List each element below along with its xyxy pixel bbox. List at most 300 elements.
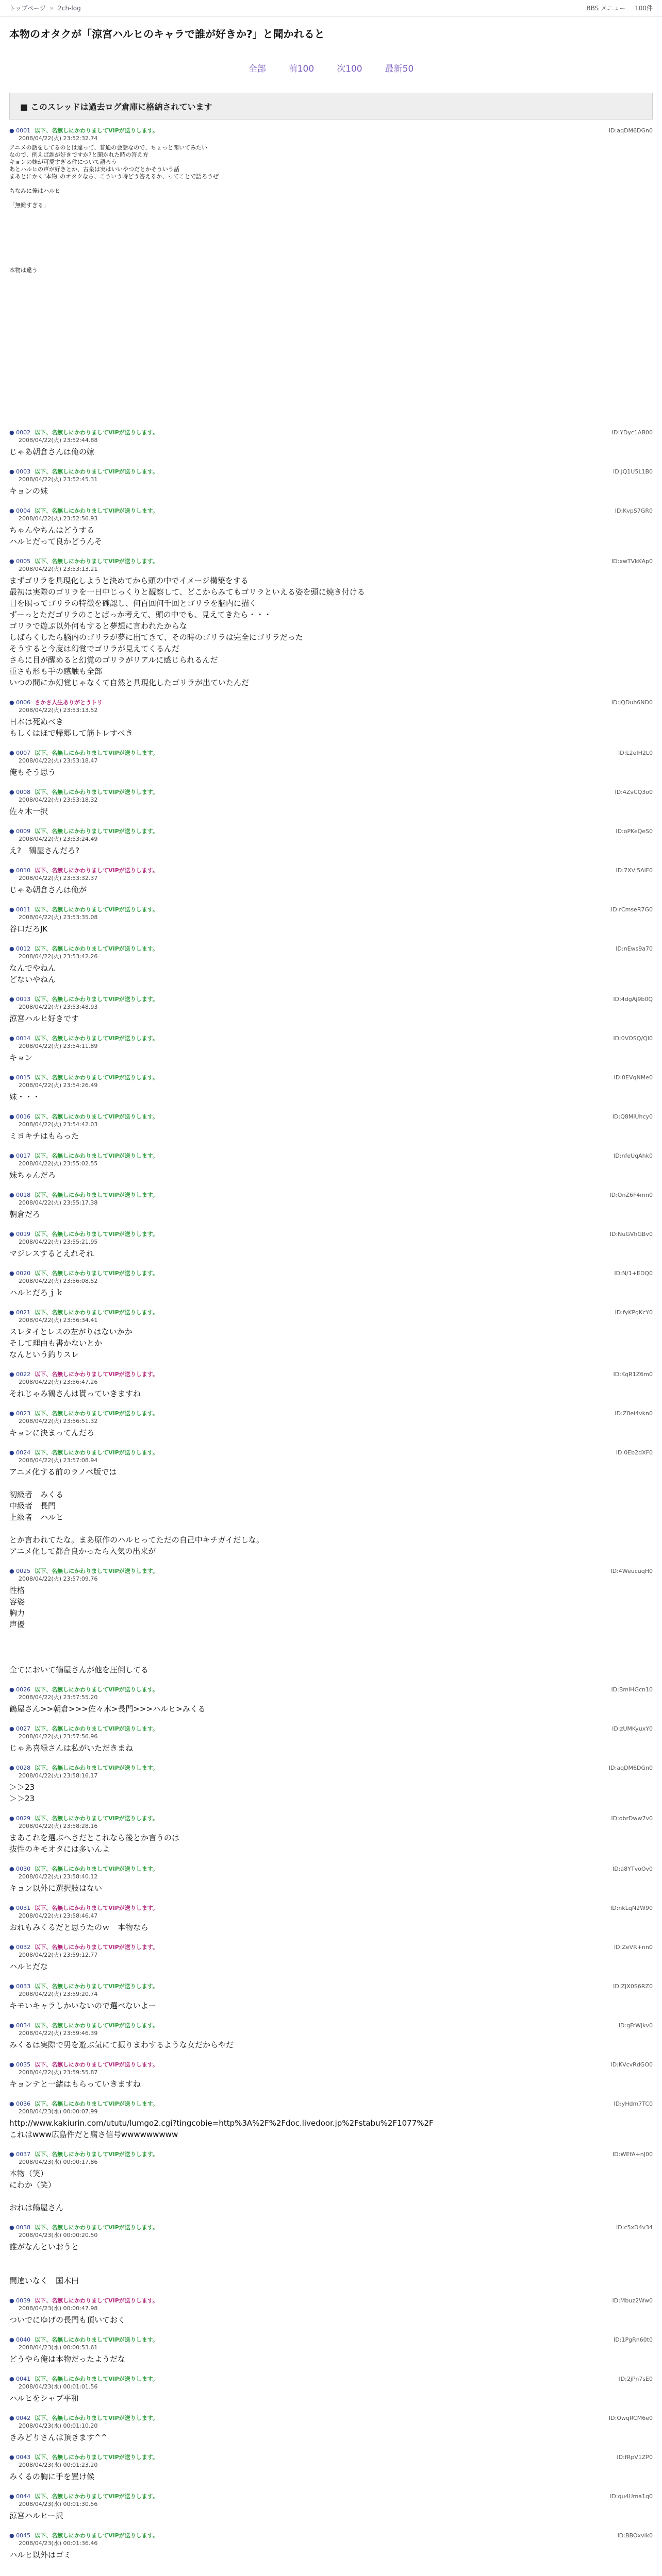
post-header [9,2224,653,2231]
post-body: どうやら俺は本物だったようだな [9,2354,126,2364]
post [9,1943,653,1972]
post-body: 涼宮ハルヒ好きです [9,1014,79,1023]
post-body: じゃあ喜緑さんは私がいただきまね [9,1743,134,1753]
post-author-name: 以下、名無しにかわりましてVIPが送りします。 [35,1074,158,1081]
post-author-name: 以下、名無しにかわりましてVIPが送りします。 [35,468,158,475]
post [9,429,653,457]
post-body: おれもみくるだと思うたのｗ 本物なら [9,1923,149,1932]
post-user-id[interactable]: ID:fRpV1ZP0 [617,2454,653,2461]
post [9,557,653,688]
post-header [9,1904,653,1912]
post-number[interactable]: ● 0007 [9,750,31,756]
post-user-id[interactable]: ID:1PgRn60t0 [614,2336,653,2343]
post-user-id[interactable]: ID:2jPn7sE0 [619,2376,653,2382]
post-header [9,468,653,476]
post-date: 2008/04/22(火) 23:58:28.16 [19,1823,98,1829]
post-user-id[interactable]: ID:nEws9a70 [616,945,653,952]
post-user-id[interactable]: ID:ZJX0S6RZ0 [613,1983,653,1990]
post [9,1725,653,1754]
post-number[interactable]: ● 0041 [9,2376,31,2382]
post-header [9,1982,653,1990]
post [9,2022,653,2050]
post-body[interactable]: http://www.kakiurin.com/ututu/lumgo2.cgi?tingcobie=http%3A%2F%2Fdoc.livedoor.jp%2Fstabu%2F1077%2F これはwww広島件だと腐さ信号wwwwwwwww [9,2119,434,2139]
post-user-id[interactable]: ID:7XVj5AlF0 [616,867,653,874]
post-number[interactable]: ● 0045 [9,2532,31,2539]
post [9,127,653,274]
post-author-name: 以下、名無しにかわりましてVIPが送りします。 [35,2336,158,2343]
post-date: 2008/04/22(火) 23:53:13.52 [19,707,98,714]
post-author-name: 以下、名無しにかわりましてVIPが送りします。 [35,2022,158,2029]
post-header [9,1191,653,1199]
post-date: 2008/04/23(水) 00:00:20.50 [19,2232,98,2239]
post-body: 本物（笑） にわか（笑） おれは鶴屋さん [9,2169,64,2212]
post-header [9,2150,653,2158]
post-date: 2008/04/22(火) 23:56:08.52 [19,1278,98,1284]
post-date: 2008/04/22(火) 23:52:44.88 [19,437,98,444]
post-header [9,995,653,1003]
post [9,906,653,935]
post-author-name: 以下、名無しにかわりましてVIPが送りします。 [35,2151,158,2158]
post-body: 佐々木一択 [9,807,48,816]
post-author-name: 以下、名無しにかわりましてVIPが送りします。 [35,1270,158,1277]
post-header [9,1865,653,1873]
post-number[interactable]: ● 0003 [9,468,31,475]
post-header [9,1567,653,1575]
post-body: 涼宮ハルヒー択 [9,2511,63,2520]
post [9,1567,653,1675]
post-date: 2008/04/22(火) 23:54:26.49 [19,1082,98,1089]
post-author-name: 以下、名無しにかわりましてVIPが送りします。 [35,789,158,795]
post-author-name: 以下、名無しにかわりましてVIPが送りします。 [35,558,158,565]
post-body: それじゃみ鶴さんは貰っていきますね [9,1389,141,1398]
post-date: 2008/04/22(火) 23:56:34.41 [19,1317,98,1324]
post-user-id[interactable]: ID:0VOSQ/QI0 [613,1035,653,1042]
post-user-id[interactable]: ID:BmlHGcn10 [611,1686,653,1693]
post-body: キョンテと一緒はもらっていきますね [9,2079,141,2089]
post-user-id[interactable]: ID:0Eb2dXF0 [616,1449,653,1456]
post-user-id[interactable]: ID:a8YTvoOv0 [612,1866,653,1872]
post-date: 2008/04/22(火) 23:52:56.93 [19,515,98,522]
post-body: 谷口だろJK [9,924,48,934]
post-body: キョンに決まってんだろ [9,1428,95,1437]
post-header [9,2493,653,2500]
post-number[interactable]: ● 0022 [9,1371,31,1378]
top-bar-links [586,4,653,12]
post [9,2414,653,2443]
post-body: まずゴリラを具現化しようと決めてから頭の中でイメージ構築をする 最初は実際のゴリラを一日中じっくりと観察して、どこからみてもゴリラといえる姿を頭に焼き付ける 目を瞑ってゴリラの特徴を確認し、何百回何千回とゴリラを脳内に描く ずーっとただゴリラのことばっか考えて、頭の中でも、見えてきたら・・・ ゴリラで遊ぶ以外何もすると夢想に言われたからな しばらくしたら脳内のゴリラが夢に出てきて、その時のゴリラは完全にゴリラだった そうすると今度は幻覚でゴリラが見えてくるんだ さらに目が醒めると幻覚のゴリラがリアルに感じられるんだ 重さも形も手の感触も全部 いつの間にか幻覚じゃなくて自然と具現化したゴリラが出ていたんだ [9,576,365,687]
post-header [9,699,653,706]
post-header [9,2414,653,2422]
post-author-name: 以下、名無しにかわりましてVIPが送りします。 [35,429,158,436]
post [9,1309,653,1360]
post-date: 2008/04/22(火) 23:57:55.20 [19,1694,98,1701]
post-number[interactable]: ● 0004 [9,507,31,514]
post-header [9,906,653,913]
post-body: ハルヒをシャブ平和 [9,2394,79,2403]
post-author-name: 以下、名無しにかわりましてVIPが送りします。 [35,1113,158,1120]
post-header [9,2100,653,2108]
post-body: 俺もそう思う [9,768,56,777]
post-user-id[interactable]: ID:qu4Uma1q0 [610,2493,653,2500]
post-author-name: 以下、名無しにかわりましてVIPが送りします。 [35,867,158,874]
post-number[interactable]: ● 0025 [9,1568,31,1574]
post-user-id[interactable]: ID:ZeVR+nn0 [614,1944,653,1951]
post-author-name: 以下、名無しにかわりましてVIPが送りします。 [35,906,158,913]
post-body: マジレスするとえれそれ [9,1249,94,1258]
post-header [9,1943,653,1951]
post-author-name: 以下、名無しにかわりましてVIPが送りします。 [35,2297,158,2304]
post [9,2150,653,2213]
post-header [9,2336,653,2344]
post-number[interactable]: ● 0006 [9,699,31,706]
post-body: ちゃんやちんはどうする ハルヒだって良かどうんそ [9,526,103,546]
post-user-id[interactable]: ID:KqR1Z6m0 [613,1371,653,1378]
post-author-name: 以下、名無しにかわりましてVIPが送りします。 [35,996,158,1003]
post-body: 日本は死ぬべき もしくはほで帰郷して筋トレすべき [9,717,133,738]
post-header [9,429,653,436]
post [9,2453,653,2482]
post [9,867,653,895]
post-user-id[interactable]: ID:0EVqNMe0 [614,1074,653,1081]
post [9,2224,653,2286]
post-number[interactable]: ● 0021 [9,1309,31,1316]
post-number[interactable]: ● 0013 [9,996,31,1003]
post-user-id[interactable]: ID:OnZ6F4mn0 [609,1192,653,1198]
post-number[interactable]: ● 0043 [9,2454,31,2461]
post-date: 2008/04/22(火) 23:55:02.55 [19,1160,98,1167]
post-number[interactable]: ● 0016 [9,1113,31,1120]
post-number[interactable]: ● 0030 [9,1866,31,1872]
post-author-name: 以下、名無しにかわりましてVIPが送りします。 [35,2061,158,2068]
archive-notice: ■ このスレッドは過去ログ倉庫に格納されています [9,93,653,120]
post-author-name: 以下、名無しにかわりましてVIPが送りします。 [35,945,158,952]
paging-next100-link[interactable]: 次100 [337,64,362,74]
breadcrumb-separator: » [49,4,54,12]
post-body: 誰がなんといおうと 間違いなく 国木田 [9,2242,79,2285]
post [9,2336,653,2365]
post-user-id[interactable]: ID:OwqRCM6e0 [608,2415,653,2421]
post-user-id[interactable]: ID:Q8MiUhcy0 [612,1113,653,1120]
post-user-id[interactable]: ID:yHdm7TC0 [614,2100,653,2107]
post-date: 2008/04/22(火) 23:57:09.76 [19,1575,98,1582]
post-number[interactable]: ● 0028 [9,1765,31,1771]
post-header [9,749,653,757]
post-user-id[interactable]: ID:oPKeQeS0 [616,828,653,835]
post-header [9,1410,653,1417]
post-date: 2008/04/22(火) 23:56:47.26 [19,1379,98,1385]
post-number[interactable]: ● 0001 [9,127,31,134]
post-body: ミヨキチはもらった [9,1131,79,1141]
post-user-id[interactable]: ID:4dgAj9b0Q [613,996,653,1003]
post-date: 2008/04/23(水) 00:01:23.20 [19,2462,98,2468]
post [9,2493,653,2521]
post-author-name: 以下、名無しにかわりましてVIPが送りします。 [35,1192,158,1198]
count-link[interactable]: 100件 [635,5,653,12]
post-body: ＞＞23 ＞＞23 [9,1783,35,1803]
post-author-name: さかさ人生ありがとうトリ [35,699,103,706]
post-body: 妹ちゃんだろ [9,1171,56,1180]
post-date: 2008/04/22(火) 23:55:17.38 [19,1199,98,1206]
post-header [9,788,653,796]
post-author-name: 以下、名無しにかわりましてVIPが送りします。 [35,1686,158,1693]
post-body: 妹・・・ [9,1092,41,1101]
post-body: まあこれを選ぶへさだとこれなら後とか言うのは 抜性のキモオタには多いんよ [9,1833,180,1854]
post-number[interactable]: ● 0024 [9,1449,31,1456]
post [9,945,653,985]
post-number[interactable]: ● 0027 [9,1725,31,1732]
post-number[interactable]: ● 0005 [9,558,31,565]
post-user-id[interactable]: ID:BBOxvlk0 [617,2532,653,2539]
post [9,2100,653,2140]
post-header [9,1269,653,1277]
paging-prev100-link[interactable]: 前100 [288,64,315,74]
post [9,699,653,739]
post-body: キョンの妹 [9,486,48,496]
post-user-id[interactable]: ID:nkLqN2W90 [610,1905,653,1911]
post-date: 2008/04/22(火) 23:59:46.39 [19,2030,98,2037]
bbs-menu-link[interactable]: BBS メニュー [586,5,626,12]
paging-all-link[interactable]: 全部 [248,64,266,74]
post [9,1113,653,1142]
post-user-id[interactable]: ID:N/1+EDQ0 [614,1270,653,1277]
post-date: 2008/04/22(火) 23:58:46.47 [19,1912,98,1919]
post-author-name: 以下、名無しにかわりましてVIPが送りします。 [35,1153,158,1159]
post [9,1035,653,1063]
post-user-id[interactable]: ID:KVcvRdGO0 [610,2061,653,2068]
post-header [9,2532,653,2539]
post-number[interactable]: ● 0044 [9,2493,31,2500]
post-user-id[interactable]: ID:aqDM6DGn0 [608,127,653,134]
post-user-id[interactable]: ID:zUMKyuxY0 [612,1725,653,1732]
post-date: 2008/04/22(火) 23:54:11.89 [19,1043,98,1049]
post-date: 2008/04/22(火) 23:53:48.93 [19,1004,98,1010]
post-number[interactable]: ● 0010 [9,867,31,874]
post-number[interactable]: ● 0034 [9,2022,31,2029]
post-number[interactable]: ● 0032 [9,1944,31,1951]
post-number[interactable]: ● 0017 [9,1153,31,1159]
post-user-id[interactable]: ID:JQ1U5L1B0 [613,468,653,475]
post-date: 2008/04/22(火) 23:55:21.95 [19,1239,98,1245]
post-header [9,2453,653,2461]
post-number[interactable]: ● 0014 [9,1035,31,1042]
post [9,1982,653,2011]
thread-title: 本物のオタクが「涼宮ハルヒのキャラで誰が好きか?」と聞かれると [9,28,325,40]
post-number[interactable]: ● 0018 [9,1192,31,1198]
post-header [9,1230,653,1238]
post-date: 2008/04/23(水) 00:00:53.61 [19,2344,98,2351]
post-author-name: 以下、名無しにかわりましてVIPが送りします。 [35,828,158,835]
post-author-name: 以下、名無しにかわりましてVIPが送りします。 [35,1866,158,1872]
post [9,1269,653,1298]
post [9,1764,653,1804]
post-date: 2008/04/23(水) 00:01:10.20 [19,2422,98,2429]
post-author-name: 以下、名無しにかわりましてVIPが送りします。 [35,1231,158,1238]
post-header [9,1686,653,1693]
post-date: 2008/04/23(水) 00:00:07.99 [19,2108,98,2115]
post-author-name: 以下、名無しにかわりましてVIPが送りします。 [35,1449,158,1456]
post-date: 2008/04/22(火) 23:52:32.74 [19,135,98,142]
post-user-id[interactable]: ID:c5xD4v34 [616,2224,653,2231]
post-header [9,507,653,515]
post-date: 2008/04/23(水) 00:01:30.56 [19,2501,98,2507]
post-date: 2008/04/22(火) 23:53:32.37 [19,875,98,882]
breadcrumb-board[interactable]: 2ch-log [58,4,81,12]
post-date: 2008/04/22(火) 23:59:20.74 [19,1991,98,1997]
post-number[interactable]: ● 0038 [9,2224,31,2231]
post [9,1152,653,1181]
post-header [9,867,653,874]
post-number[interactable]: ● 0008 [9,789,31,795]
post-user-id[interactable]: ID:WEfA+nJ00 [612,2151,653,2158]
post-body: 性格 容姿 胸力 声優 全てにおいて鶴屋さんが他を圧倒してる [9,1586,149,1674]
post-body: みくるは実際で男を遊ぶ気にて振りまわするような女だからやだ [9,2040,234,2049]
post [9,1686,653,1715]
post-user-id[interactable]: ID:rCmseR7G0 [610,906,653,913]
post-number[interactable]: ● 0015 [9,1074,31,1081]
post-user-id[interactable]: ID:4WeucuqH0 [610,1568,653,1574]
post-body: 鶴屋さん>>朝倉>>>佐々木>長門>>>ハルヒ>みくる [9,1704,206,1714]
post-header [9,1764,653,1772]
post-date: 2008/04/22(火) 23:52:45.31 [19,476,98,483]
post-number[interactable]: ● 0033 [9,1983,31,1990]
post-author-name: 以下、名無しにかわりましてVIPが送りします。 [35,2224,158,2231]
post [9,788,653,817]
post-date: 2008/04/22(火) 23:58:40.12 [19,1873,98,1880]
post-user-id[interactable]: ID:NuGVhGBv0 [609,1231,653,1238]
post-number[interactable]: ● 0036 [9,2100,31,2107]
post-number[interactable]: ● 0009 [9,828,31,835]
post-number[interactable]: ● 0035 [9,2061,31,2068]
post [9,2375,653,2404]
post-number[interactable]: ● 0012 [9,945,31,952]
post [9,1230,653,1259]
paging-nav [0,46,662,93]
post-date: 2008/04/22(火) 23:53:13.21 [19,566,98,572]
post-header [9,557,653,565]
paging-latest50-link[interactable]: 最新50 [385,64,414,74]
post-author-name: 以下、名無しにかわりましてVIPが送りします。 [35,507,158,514]
post-user-id[interactable]: ID:Mbuz2Ww0 [612,2297,653,2304]
post-date: 2008/04/22(火) 23:53:18.47 [19,757,98,764]
post-header [9,1113,653,1121]
post-user-id[interactable]: ID:fyKPgKcY0 [615,1309,653,1316]
post [9,2061,653,2090]
post-number[interactable]: ● 0037 [9,2151,31,2158]
post-body: じゃあ朝倉さんは俺の嫁 [9,447,95,456]
post-author-name: 以下、名無しにかわりましてVIPが送りします。 [35,1035,158,1042]
post-header [9,2061,653,2069]
post-user-id[interactable]: ID:Z8ei4vkn0 [615,1410,653,1417]
post-header [9,1309,653,1316]
post-number[interactable]: ● 0026 [9,1686,31,1693]
post-number[interactable]: ● 0002 [9,429,31,436]
post-date: 2008/04/22(火) 23:53:35.08 [19,914,98,921]
post-user-id[interactable]: ID:jQDuh6ND0 [611,699,653,706]
post-number[interactable]: ● 0020 [9,1270,31,1277]
post-header [9,1725,653,1733]
post-header [9,1449,653,1456]
post-date: 2008/04/22(火) 23:56:51.32 [19,1418,98,1425]
post-date: 2008/04/22(火) 23:57:08.94 [19,1457,98,1464]
post-user-id[interactable]: ID:L2eIH2L0 [618,750,653,756]
post-author-name: 以下、名無しにかわりましてVIPが送りします。 [35,1905,158,1911]
post [9,507,653,547]
post-user-id[interactable]: ID:xwTVkKAp0 [611,558,653,565]
post-header [9,1815,653,1822]
post-date: 2008/04/22(火) 23:53:18.32 [19,796,98,803]
post-header [9,1370,653,1378]
post-date: 2008/04/22(火) 23:53:24.49 [19,836,98,842]
post-body: スレタイとレスの左がりはないかか そして理由も書かないとか なんという釣りスレ [9,1327,133,1359]
post-number[interactable]: ● 0042 [9,2415,31,2421]
post-number[interactable]: ● 0040 [9,2336,31,2343]
post-author-name: 以下、名無しにかわりましてVIPが送りします。 [35,1371,158,1378]
post-author-name: 以下、名無しにかわりましてVIPが送りします。 [35,1815,158,1822]
post-body: なんでやねん どないやねん [9,963,56,984]
post-user-id[interactable]: ID:KvpS7GR0 [615,507,653,514]
post-author-name: 以下、名無しにかわりましてVIPが送りします。 [35,1944,158,1951]
post-author-name: 以下、名無しにかわりましてVIPが送りします。 [35,2532,158,2539]
breadcrumb-top[interactable]: トップページ [9,5,46,12]
post-author-name: 以下、名無しにかわりましてVIPが送りします。 [35,1568,158,1574]
post-header [9,1152,653,1160]
post-body: ハルヒ以外はゴミ [9,2550,72,2560]
post [9,1410,653,1438]
post [9,2297,653,2326]
post-number[interactable]: ● 0011 [9,906,31,913]
post-body: ハルヒだろｊｋ [9,1288,64,1297]
post-user-id[interactable]: ID:gFrWjkv0 [618,2022,653,2029]
post-author-name: 以下、名無しにかわりましてVIPが送りします。 [35,1725,158,1732]
post-user-id[interactable]: ID:obrDww7v0 [611,1815,653,1822]
post-author-name: 以下、名無しにかわりましてVIPが送りします。 [35,2415,158,2421]
post [9,1370,653,1399]
post [9,749,653,778]
post-date: 2008/04/23(水) 00:01:36.46 [19,2540,98,2547]
post-header [9,945,653,953]
post-number[interactable]: ● 0031 [9,1905,31,1911]
post-header [9,2297,653,2304]
post [9,827,653,856]
post-author-name: 以下、名無しにかわりましてVIPが送りします。 [35,1309,158,1316]
post-author-name: 以下、名無しにかわりましてVIPが送りします。 [35,1410,158,1417]
post [9,1074,653,1103]
post-number[interactable]: ● 0023 [9,1410,31,1417]
post-date: 2008/04/22(火) 23:58:16.17 [19,1772,98,1779]
post-header [9,827,653,835]
post-author-name: 以下、名無しにかわりましてVIPが送りします。 [35,2376,158,2382]
post [9,2532,653,2576]
post [9,995,653,1024]
post-header [9,1035,653,1042]
post-date: 2008/04/22(火) 23:59:12.77 [19,1952,98,1958]
post-number[interactable]: ● 0029 [9,1815,31,1822]
post-number[interactable]: ● 0019 [9,1231,31,1238]
post-date: 2008/04/22(火) 23:57:56.96 [19,1733,98,1740]
top-bar [0,0,662,16]
post-date: 2008/04/22(火) 23:53:42.26 [19,953,98,960]
post-user-id[interactable]: ID:nfeUqAhk0 [614,1153,653,1159]
post-date: 2008/04/23(水) 00:01:01.56 [19,2383,98,2390]
post-number[interactable]: ● 0039 [9,2297,31,2304]
post-header [9,2022,653,2029]
post-user-id[interactable]: ID:4ZvCQ3o0 [615,789,653,795]
post-user-id[interactable]: ID:aqDM6DGn0 [608,1765,653,1771]
post-date: 2008/04/23(水) 00:00:17.86 [19,2159,98,2165]
post-user-id[interactable]: ID:YDyc1AB00 [611,429,653,436]
post-author-name: 以下、名無しにかわりましてVIPが送りします。 [35,1765,158,1771]
post-body: ハルヒだな [9,1962,48,1971]
